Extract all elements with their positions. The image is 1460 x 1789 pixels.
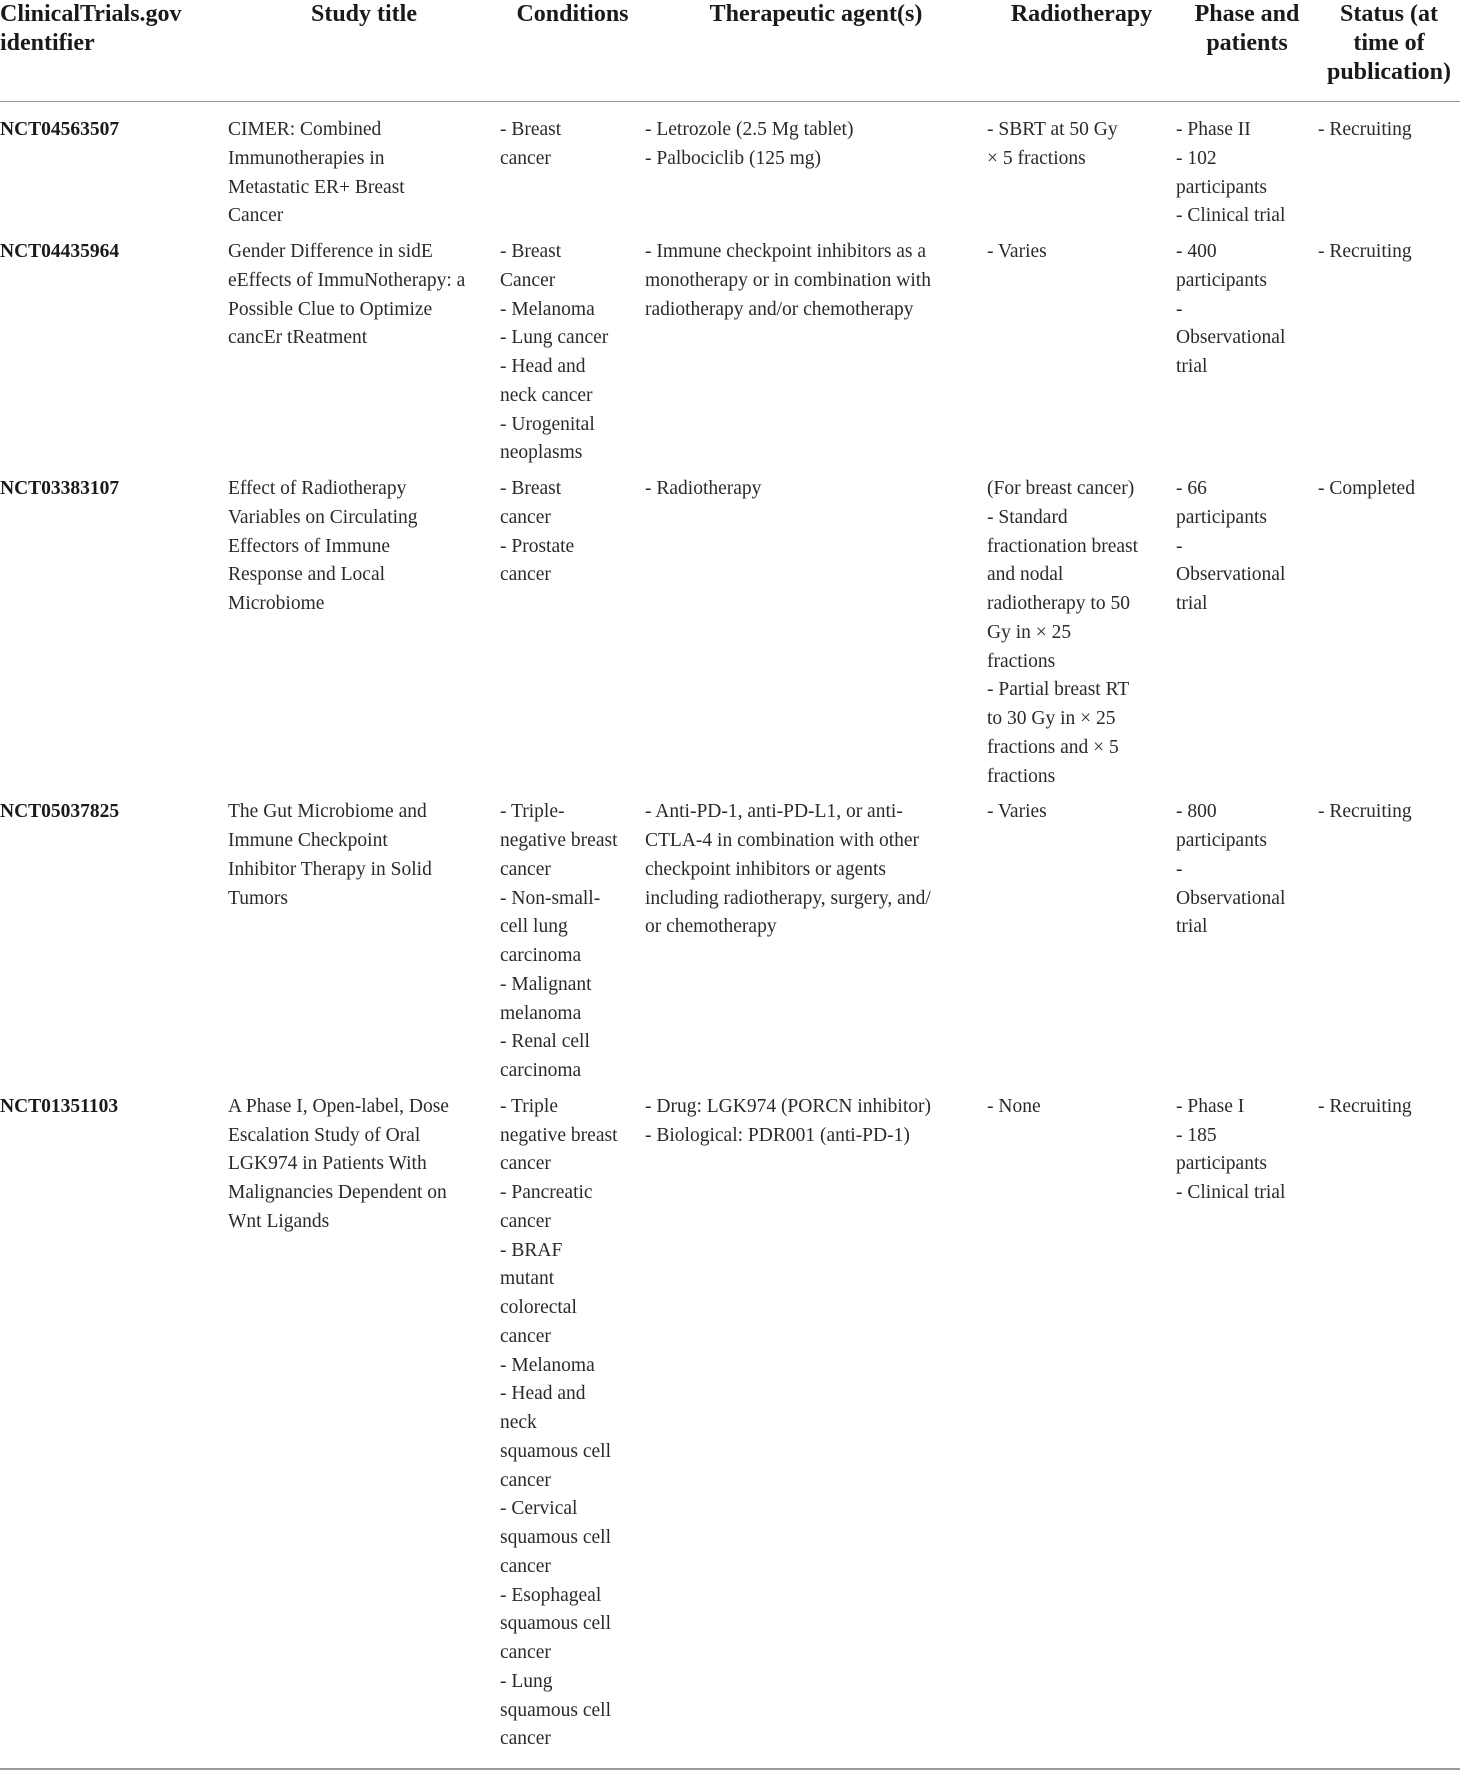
cell-text-line: Escalation Study of Oral [228, 1124, 421, 1146]
cell-text-line: - Varies [987, 801, 1047, 823]
cell-text-line: monotherapy or in combination with [645, 269, 931, 291]
table-header [0, 0, 1460, 102]
cell-text-line: - Cervical [500, 1498, 578, 1520]
header-conditions [500, 0, 645, 102]
cell-text-line: - Radiotherapy [645, 478, 762, 499]
cell-therapeutic-agents [645, 1093, 987, 1769]
cell-phase-patients [1176, 1093, 1318, 1769]
cell-text-line: Response and Local [228, 564, 386, 586]
cell-radiotherapy [987, 238, 1176, 475]
cell-text-line: mutant [500, 1268, 555, 1290]
cell-identifier: NCT04563507 [0, 119, 120, 140]
cell-text-line: cancer [500, 1153, 551, 1175]
cell-text-line: cancer [500, 1555, 551, 1577]
cell-text-line: - Phase I [1176, 1095, 1245, 1117]
cell-therapeutic-agents [645, 102, 987, 239]
cell-text-line: neck cancer [500, 384, 593, 406]
cell-phase-patients [1176, 102, 1318, 239]
header-status [1318, 0, 1460, 102]
cell-text-line: cancer [500, 506, 551, 528]
cell-text-line: participants [1176, 506, 1267, 528]
cell-study-title [228, 475, 500, 798]
cell-text-line: melanoma [500, 1002, 582, 1024]
header-phase-patients [1176, 0, 1318, 102]
cell-text-line: - Clinical trial [1176, 1182, 1286, 1203]
cell-text-line: participants [1176, 269, 1267, 291]
cell-text-line: radiotherapy and/or chemotherapy [645, 298, 914, 320]
cell-text-line: - Pancreatic [500, 1182, 593, 1203]
cell-text-line: cancer [500, 1469, 551, 1491]
cell-study-title [228, 798, 500, 1093]
cell-text-line: negative breast [500, 830, 618, 851]
cell-text-line: × 5 fractions [987, 147, 1086, 169]
cell-text-line: - Lung cancer [500, 327, 609, 349]
cell-text-line: The Gut Microbiome and [228, 801, 427, 823]
cell-text-line: Gender Difference in sidE [228, 241, 433, 262]
cell-therapeutic-agents [645, 238, 987, 475]
cell-text-line: - Triple- [500, 801, 565, 823]
cell-text-line: - Phase II [1176, 119, 1251, 140]
cell-text-line: - Non-small- [500, 887, 601, 909]
cell-text-line: - 185 [1176, 1124, 1217, 1146]
cell-text-line: LGK974 in Patients With [228, 1153, 427, 1175]
cell-text-line: - Recruiting [1318, 119, 1412, 140]
cell-text-line: - Melanoma [500, 298, 595, 320]
cell-text-line: - [1176, 298, 1183, 320]
cell-conditions [500, 1093, 645, 1769]
cell-text-line: Malignancies Dependent on [228, 1182, 447, 1203]
header-text-line: Conditions [516, 1, 629, 27]
cell-text-line: colorectal [500, 1297, 577, 1318]
cell-text-line: fractions and × 5 [987, 736, 1119, 758]
header-text-line: patients [1206, 30, 1288, 56]
cell-radiotherapy [987, 102, 1176, 239]
cell-text-line: Wnt Ligands [228, 1210, 330, 1232]
cell-text-line: - None [987, 1095, 1041, 1117]
table-row [0, 102, 1460, 239]
header-text-line: Phase and [1194, 1, 1300, 27]
cell-text-line: - 800 [1176, 801, 1217, 823]
cell-text-line: - Clinical trial [1176, 205, 1286, 227]
cell-text-line: negative breast [500, 1124, 618, 1146]
table-row [0, 238, 1460, 475]
cell-text-line: - Standard [987, 506, 1068, 528]
cell-text-line: cancer [500, 1210, 551, 1232]
cell-text-line: - Melanoma [500, 1354, 595, 1376]
cell-study-title [228, 102, 500, 239]
cell-text-line: cancer [500, 147, 551, 169]
cell-text-line: squamous cell [500, 1699, 612, 1721]
cell-text-line: Observational [1176, 887, 1286, 909]
cell-text-line: - Partial breast RT [987, 679, 1130, 701]
cell-radiotherapy [987, 798, 1176, 1093]
cell-text-line: (For breast cancer) [987, 478, 1135, 499]
cell-text-line: CTLA-4 in combination with other [645, 830, 920, 851]
table-row [0, 798, 1460, 1093]
cell-text-line: to 30 Gy in × 25 [987, 708, 1116, 729]
cell-text-line: - [1176, 535, 1183, 557]
cell-text-line: fractionation breast [987, 535, 1139, 557]
cell-text-line: - 66 [1176, 478, 1207, 499]
cell-identifier: NCT03383107 [0, 478, 120, 499]
cell-text-line: - Recruiting [1318, 1095, 1412, 1117]
cell-text-line: Cancer [500, 269, 556, 291]
cell-text-line: Observational [1176, 327, 1286, 349]
cell-status [1318, 102, 1460, 239]
header-text-line: Radiotherapy [1010, 1, 1153, 27]
cell-text-line: A Phase I, Open-label, Dose [228, 1095, 449, 1117]
cell-study-title [228, 238, 500, 475]
cell-conditions [500, 475, 645, 798]
cell-text-line: - BRAF [500, 1239, 563, 1261]
cell-text-line: - Anti-PD-1, anti-PD-L1, or anti- [645, 801, 903, 823]
cell-text-line: squamous cell [500, 1613, 612, 1635]
cell-text-line: Inhibitor Therapy in Solid [228, 858, 432, 880]
cell-text-line: Effectors of Immune [228, 535, 391, 557]
cell-text-line: participants [1176, 176, 1267, 198]
cell-identifier: NCT05037825 [0, 801, 120, 823]
cell-text-line: Possible Clue to Optimize [228, 298, 433, 320]
cell-conditions [500, 238, 645, 475]
cell-text-line: Metastatic ER+ Breast [228, 176, 405, 198]
table-row [0, 1093, 1460, 1769]
cell-text-line: trial [1176, 916, 1208, 938]
cell-text-line: - Urogenital [500, 413, 595, 435]
cell-phase-patients [1176, 238, 1318, 475]
cell-text-line: - Triple [500, 1095, 558, 1117]
cell-text-line: or chemotherapy [645, 916, 777, 938]
cell-text-line: Tumors [228, 887, 288, 909]
cell-text-line: carcinoma [500, 1060, 582, 1081]
header-text-line: ClinicalTrials.gov [0, 1, 182, 27]
cell-text-line: - Immune checkpoint inhibitors as a [645, 241, 927, 262]
cell-text-line: - Renal cell [500, 1031, 590, 1053]
cell-text-line: Effect of Radiotherapy [228, 478, 407, 499]
cell-text-line: cancer [500, 858, 551, 880]
cell-phase-patients [1176, 475, 1318, 798]
cell-text-line: Gy in × 25 [987, 621, 1072, 643]
cell-text-line: - Head and [500, 356, 586, 377]
cell-text-line: - [1176, 858, 1183, 880]
header-text-line: Study title [310, 1, 417, 27]
cell-text-line: neoplasms [500, 442, 583, 464]
cell-status [1318, 798, 1460, 1093]
cell-text-line: cancer [500, 1728, 551, 1750]
cell-text-line: - Drug: LGK974 (PORCN inhibitor) [645, 1095, 931, 1117]
cell-text-line: squamous cell [500, 1527, 612, 1548]
cell-text-line: Variables on Circulating [228, 506, 418, 528]
cell-identifier: NCT01351103 [0, 1093, 228, 1769]
cell-text-line: cancer [500, 1642, 551, 1663]
cell-radiotherapy [987, 475, 1176, 798]
table-body [0, 102, 1460, 1770]
cell-text-line: eEffects of ImmuNotherapy: a [228, 269, 466, 291]
cell-text-line: - Completed [1318, 478, 1415, 499]
cell-text-line: cancEr tReatment [228, 327, 368, 349]
cell-text-line: - Lung [500, 1670, 553, 1692]
cell-text-line: trial [1176, 593, 1208, 614]
cell-text-line: participants [1176, 1153, 1267, 1175]
cell-text-line: - Recruiting [1318, 241, 1412, 262]
header-identifier [0, 0, 228, 102]
cell-identifier: NCT04435964 [0, 241, 120, 262]
cell-text-line: - Palbociclib (125 mg) [645, 147, 822, 169]
cell-text-line: squamous cell [500, 1440, 612, 1462]
cell-therapeutic-agents [645, 475, 987, 798]
cell-text-line: fractions [987, 765, 1056, 787]
cell-conditions [500, 102, 645, 239]
cell-text-line: - Prostate [500, 535, 575, 557]
cell-text-line: - SBRT at 50 Gy [987, 119, 1118, 140]
header-therapeutic-agents [645, 0, 987, 102]
header-row [0, 0, 1460, 102]
cell-text-line: Microbiome [228, 593, 325, 614]
header-text-line: time of [1353, 30, 1425, 56]
header-radiotherapy [987, 0, 1176, 102]
cell-text-line: Immune Checkpoint [228, 830, 388, 851]
cell-text-line: including radiotherapy, surgery, and/ [645, 887, 931, 909]
header-text-line: Status (at [1339, 1, 1438, 27]
cell-text-line: Immunotherapies in [228, 147, 385, 169]
cell-status [1318, 1093, 1460, 1769]
cell-text-line: Observational [1176, 564, 1286, 586]
cell-text-line: - Letrozole (2.5 Mg tablet) [645, 119, 854, 140]
cell-text-line: - 400 [1176, 241, 1217, 262]
cell-text-line: and nodal [987, 564, 1064, 586]
cell-status [1318, 238, 1460, 475]
table-row [0, 475, 1460, 798]
cell-text-line: cancer [500, 564, 551, 586]
cell-text-line: - Breast [500, 241, 562, 262]
cell-study-title [228, 1093, 500, 1769]
cell-text-line: - Varies [987, 241, 1047, 262]
cell-therapeutic-agents [645, 798, 987, 1093]
cell-text-line: neck [500, 1412, 537, 1433]
header-text-line: publication) [1326, 59, 1452, 85]
cell-text-line: CIMER: Combined [228, 119, 382, 140]
cell-text-line: fractions [987, 650, 1056, 672]
cell-radiotherapy [987, 1093, 1176, 1769]
cell-text-line: - Recruiting [1318, 801, 1412, 823]
cell-text-line: - Head and [500, 1383, 586, 1405]
cell-status [1318, 475, 1460, 798]
header-study-title [228, 0, 500, 102]
cell-text-line: - Biological: PDR001 (anti-PD-1) [645, 1124, 910, 1146]
cell-conditions [500, 798, 645, 1093]
cell-text-line: checkpoint inhibitors or agents [645, 858, 886, 880]
cell-text-line: - Malignant [500, 973, 592, 995]
cell-text-line: - 102 [1176, 147, 1217, 169]
header-text-line: Therapeutic agent(s) [709, 1, 923, 27]
cell-text-line: - Breast [500, 478, 562, 499]
cell-text-line: carcinoma [500, 945, 582, 966]
cell-text-line: radiotherapy to 50 [987, 593, 1130, 614]
cell-text-line: trial [1176, 356, 1208, 377]
cell-text-line: participants [1176, 830, 1267, 851]
cell-text-line: cancer [500, 1325, 551, 1347]
cell-text-line: cell lung [500, 916, 568, 938]
header-text-line: identifier [0, 30, 95, 56]
cell-text-line: - Breast [500, 119, 562, 140]
cell-text-line: - Esophageal [500, 1584, 602, 1606]
cell-text-line: Cancer [228, 205, 284, 227]
cell-phase-patients [1176, 798, 1318, 1093]
